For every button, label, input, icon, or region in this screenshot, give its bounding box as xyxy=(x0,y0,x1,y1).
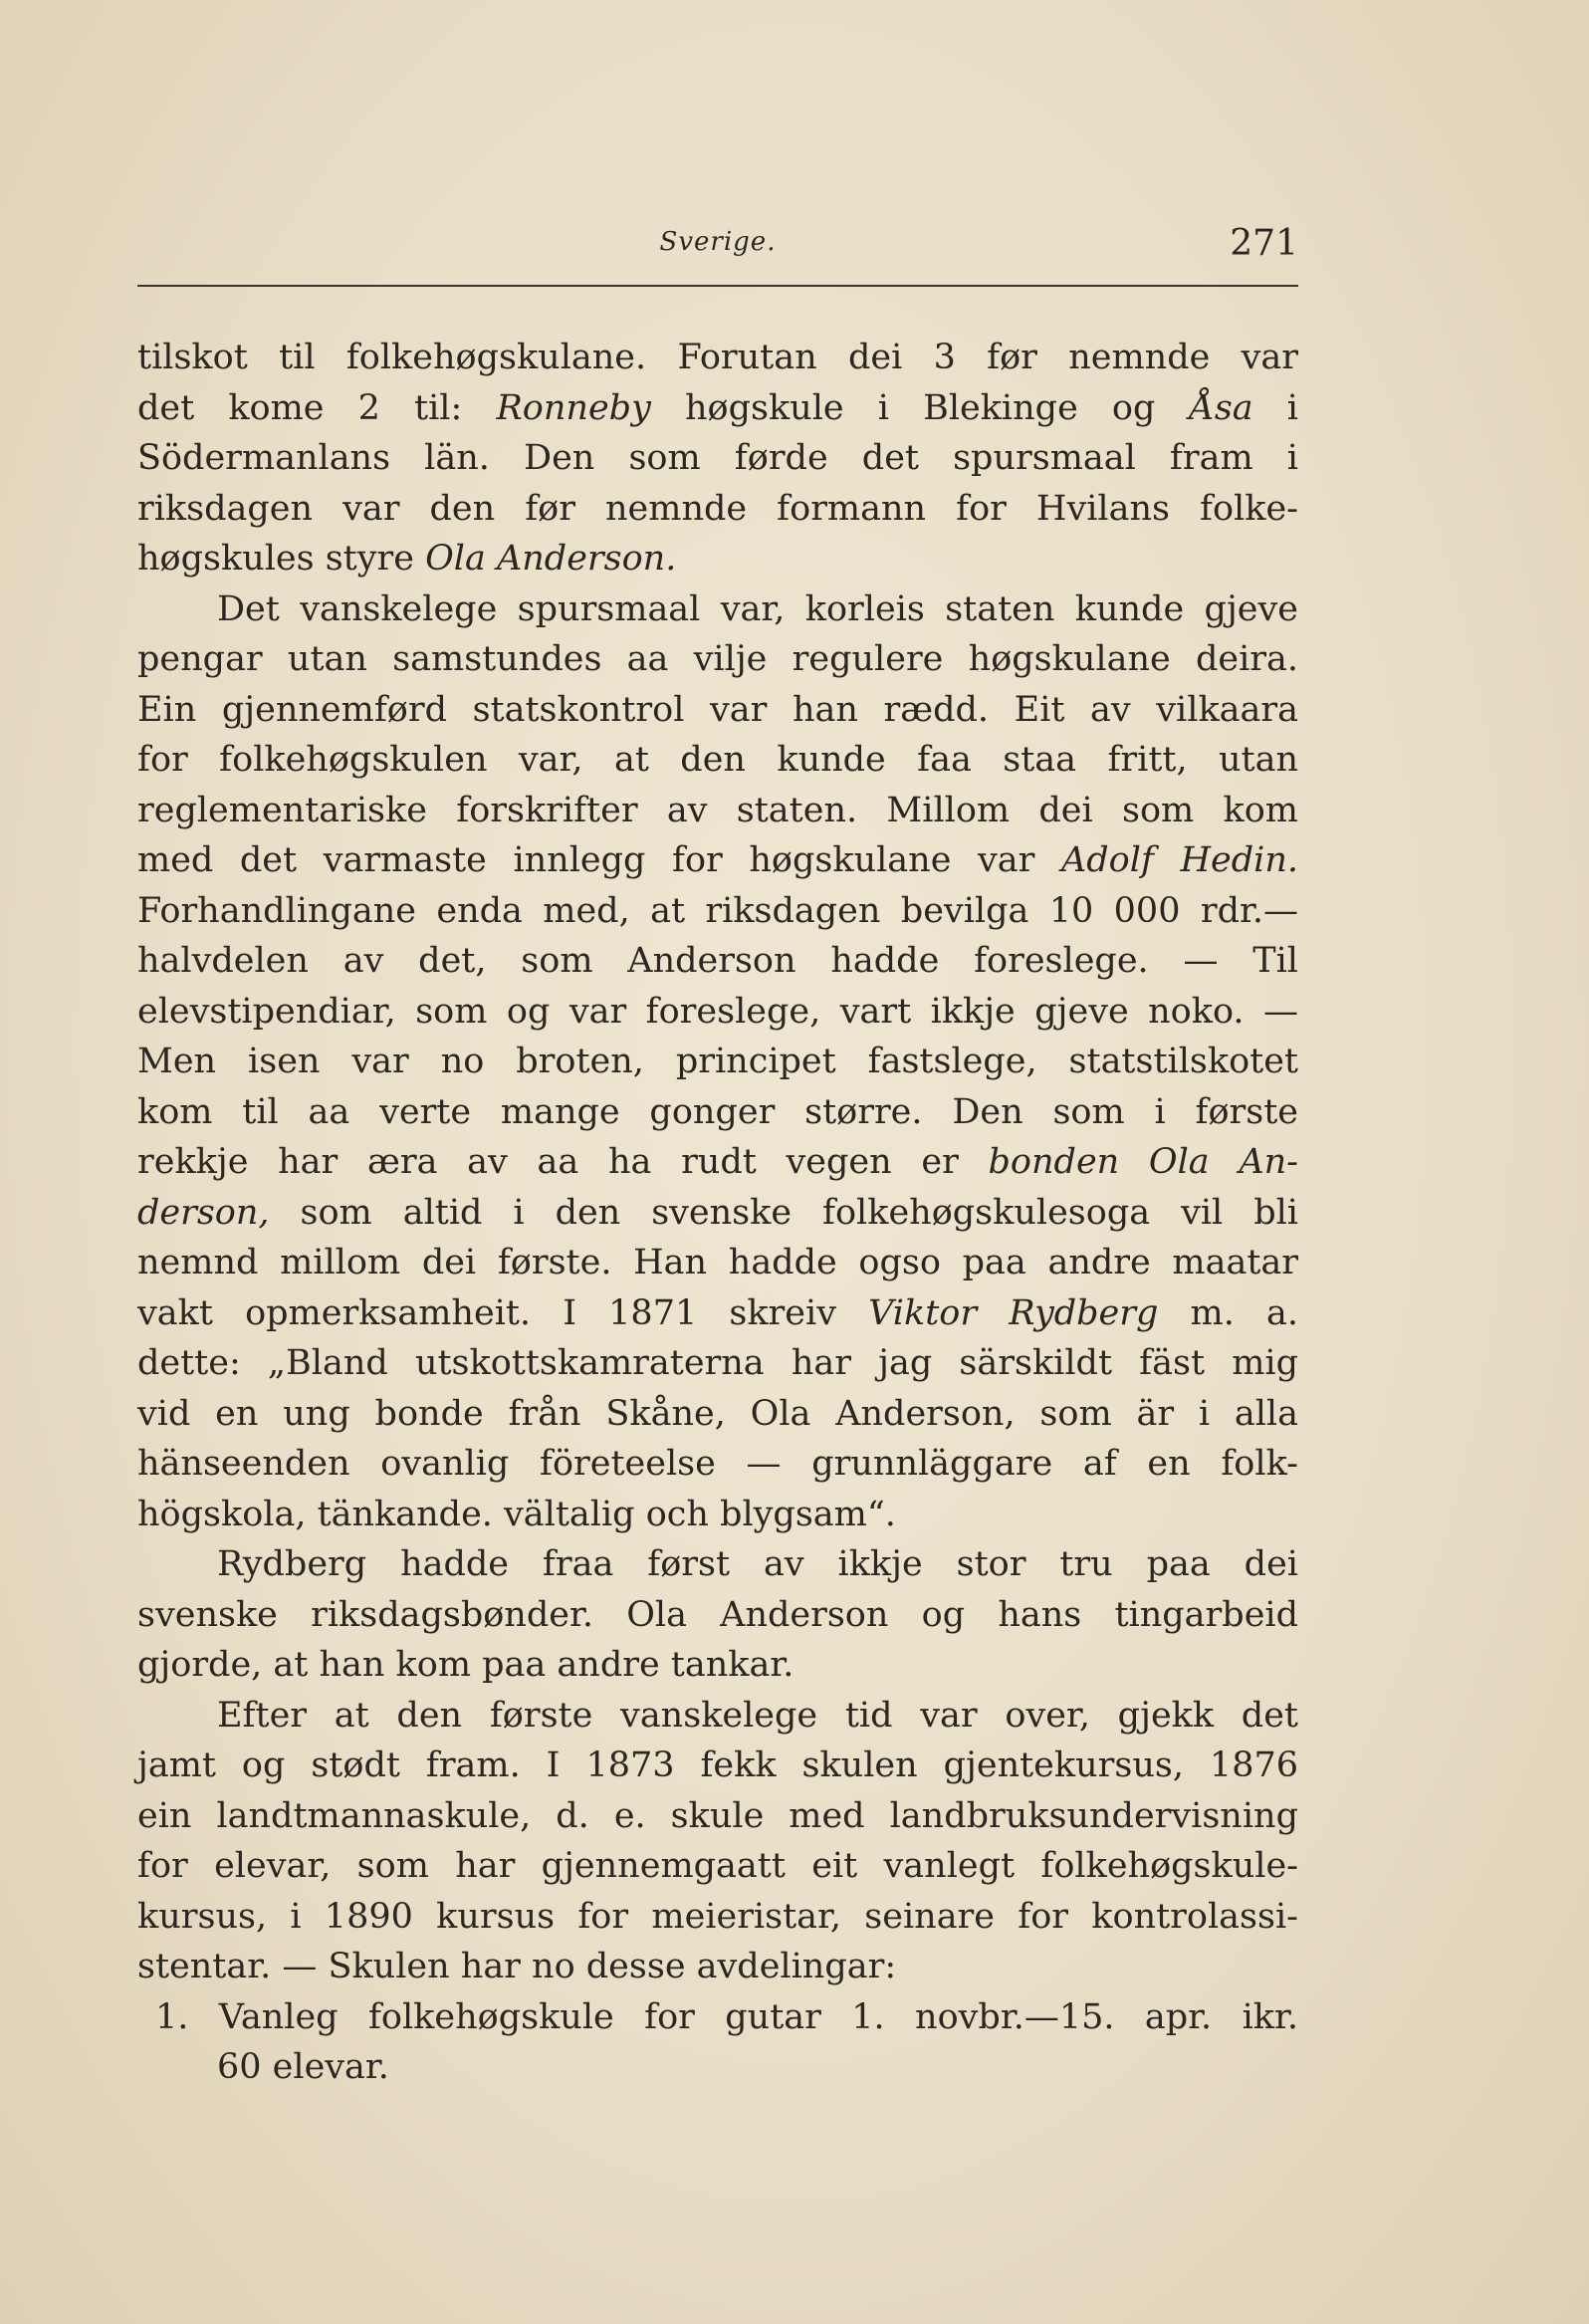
text-line: høgskules styre Ola Anderson. xyxy=(137,539,677,579)
text-line: svenske riksdagsbønder. Ola Anderson og hans tingarbeid xyxy=(137,1594,1298,1635)
text-line: kursus, i 1890 kursus for meieristar, seinare for kontrolassi- xyxy=(137,1896,1298,1937)
list-item: 1. Vanleg folkehøgskule for gutar 1. novbr.—15. apr. ikr. xyxy=(155,1996,1298,2037)
text-line: pengar utan samstundes aa vilje regulere høgskulane deira. xyxy=(137,639,1298,679)
text-line: Det vanskelege spursmaal var, korleis staten kunde gjeve xyxy=(217,588,1298,629)
list-item-continuation: 60 elevar. xyxy=(217,2047,389,2087)
text-line: halvdelen av det, som Anderson hadde foreslege. — Til xyxy=(137,941,1298,981)
text-line: stentar. — Skulen har no desse avdelingar: xyxy=(137,1947,897,1986)
text-line: tilskot til folkehøgskulane. Forutan dei 3 før nemnde var xyxy=(137,338,1298,377)
text-line: reglementariske forskrifter av staten. Millom dei som kom xyxy=(137,790,1298,830)
header-rule xyxy=(137,285,1298,287)
text-line: Men isen var no broten, principet fastslege, statstilskotet xyxy=(137,1042,1298,1081)
text-line: jamt og stødt fram. I 1873 fekk skulen gjentekursus, 1876 xyxy=(137,1745,1298,1785)
text-line: Rydberg hadde fraa først av ikkje stor tru paa dei xyxy=(217,1544,1298,1584)
text-line: gjorde, at han kom paa andre tankar. xyxy=(137,1645,794,1685)
body-text xyxy=(137,333,1298,2093)
text-line: for elevar, som har gjennemgaatt eit vanlegt folkehøgskule- xyxy=(137,1846,1298,1886)
text-line: med det varmaste innlegg for høgskulane var Adolf Hedin. xyxy=(137,840,1298,880)
text-line: kom til aa verte mange gonger større. Den som i første xyxy=(137,1091,1298,1132)
text-line: Södermanlans län. Den som førde det spursmaal fram i xyxy=(137,438,1298,478)
text-line: dette: „Bland utskottskamraterna har jag särskildt fäst mig xyxy=(137,1343,1298,1383)
text-line: rekkje har æra av aa ha rudt vegen er bonden Ola An- xyxy=(137,1142,1298,1182)
text-line: vid en ung bonde från Skåne, Ola Anderson, som är i alla xyxy=(137,1393,1298,1434)
text-line: ein landtmannaskule, d. e. skule med landbruksundervisning xyxy=(137,1795,1298,1836)
text-line: högskola, tänkande. vältalig och blygsam“. xyxy=(137,1494,896,1534)
text-line: Ein gjennemførd statskontrol var han rædd. Eit av vilkaara xyxy=(137,689,1298,730)
text-line: elevstipendiar, som og var foreslege, vart ikkje gjeve noko. — xyxy=(137,991,1298,1032)
text-line: Forhandlingane enda med, at riksdagen bevilga 10 000 rdr.— xyxy=(137,890,1298,931)
text-line: Efter at den første vanskelege tid var over, gjekk det xyxy=(217,1695,1298,1736)
text-line: nemnd millom dei første. Han hadde ogso paa andre maatar xyxy=(137,1243,1298,1282)
text-line: derson, som altid i den svenske folkehøgskulesoga vil bli xyxy=(137,1192,1298,1233)
page-header xyxy=(137,223,1298,277)
text-line: riksdagen var den før nemnde formann for Hvilans folke- xyxy=(137,488,1298,529)
text-line: det kome 2 til: Ronneby høgskule i Blekinge og Åsa i xyxy=(137,387,1298,428)
text-line: vakt opmerksamheit. I 1871 skreiv Viktor Rydberg m. a. xyxy=(137,1292,1298,1333)
text-line: hänseenden ovanlig företeelse — grunnläggare af en folk- xyxy=(137,1444,1298,1484)
running-head: Sverige. xyxy=(659,227,777,257)
text-line: for folkehøgskulen var, at den kunde faa staa fritt, utan xyxy=(137,740,1298,780)
page-number: 271 xyxy=(1230,223,1298,264)
